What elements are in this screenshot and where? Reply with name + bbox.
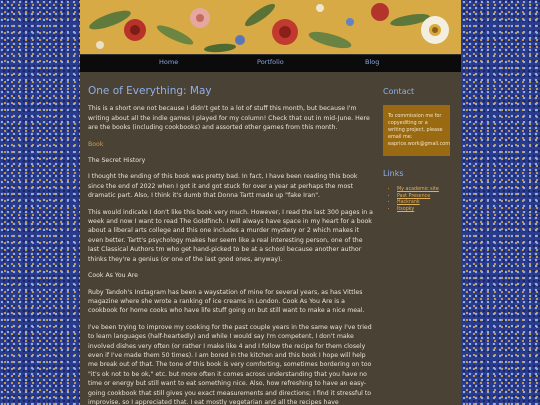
book-title-cook-as-you-are: Cook As You Are (88, 272, 138, 280)
past-presence-link[interactable]: Past Presence (397, 193, 431, 199)
contact-line: To commission me for (388, 113, 442, 119)
links-list (383, 187, 453, 213)
paragraph: I've been trying to improve my cooking for the past couple years in the same way I've tried to learn languages (half-heartedly) and while I would say I'm competent, I don't make involved dishes very often (or rather I make like 4 and I follow the recipe for them closely even if I've made them 50 times). I am bored in the kitchen and this book I hope will help me break out of that. The tone of this book is very comforting, sometimes bordering on too "it's ok not to be ok," etc. but more often it comes across understanding that you have no time or energy but still want to eat something nice. Also, how refreshing to have an easy-going cookbook that still gives you exact measurements and directions; I find it stressful to improvise, so I appreciated that. I eat mostly vegetarian and all the recipes have (88, 323, 372, 405)
list-item (397, 207, 453, 214)
post-title: One of Everything: May (88, 85, 212, 97)
floral-banner-image (80, 0, 461, 54)
section-heading-book: Book (88, 140, 104, 148)
sidebar (383, 80, 453, 213)
itsopky-link[interactable]: Itsopky (397, 206, 415, 212)
nav-home-link[interactable]: Home (159, 58, 179, 66)
paragraph: Ruby Tandoh's Instagram has been a waystation of mine for several years, as has Vittles magazine where she wrote a ranking of ice creams in London. Cook As You Are is a cookbook for home cooks who have life stuff going on but still want to make a nice meal. (88, 288, 365, 315)
hackrank-link[interactable]: Hackrank (397, 200, 420, 205)
post-content (88, 80, 374, 405)
page-column (80, 0, 461, 405)
nav-blog-link[interactable]: Blog (365, 58, 380, 66)
contact-line: writing project, please (388, 127, 443, 133)
post-intro: This is a short one not because I didn't get to a lot of stuff this month, but because I'm writing about all the indie games I played for my column! Check that out in mid-June. Here are the books (including cookbooks) and assorted other games from this month. (88, 105, 370, 132)
top-navigation (80, 54, 461, 72)
contact-heading: Contact (383, 87, 415, 96)
contact-line: email me: (388, 134, 413, 140)
links-heading: Links (383, 169, 404, 178)
paragraph: This would indicate I don't like this book very much. However, I read the last 300 pages in a week and now I want to read The Goldfinch. I will always have space in my heart for a book about a liberal arts college and this one includes a murder mystery or 2 which makes it even better. Tartt's psychology makes her seem like a real interesting person, one of the last Classical Authors tm who get hand-picked to be at a school because another author thinks they're a genius (or one of the last good ones, anyway). (88, 208, 373, 263)
contact-line: copyediting or a (388, 120, 428, 126)
contact-email[interactable]: eaprice.work@gmail.com (388, 141, 451, 147)
nav-portfolio-link[interactable]: Portfolio (257, 58, 284, 66)
contact-box (383, 105, 450, 156)
header-banner (80, 0, 461, 54)
paragraph: I thought the ending of this book was pretty bad. In fact, I have been reading this book since the end of 2022 when I got it and got stuck for over a year at perhaps the most dramatic part. Also, I think it's dumb that Donna Tartt made up "fake Iran". (88, 173, 358, 200)
book-title-secret-history: The Secret History (88, 157, 146, 165)
academic-site-link[interactable]: My academic site (397, 187, 439, 192)
